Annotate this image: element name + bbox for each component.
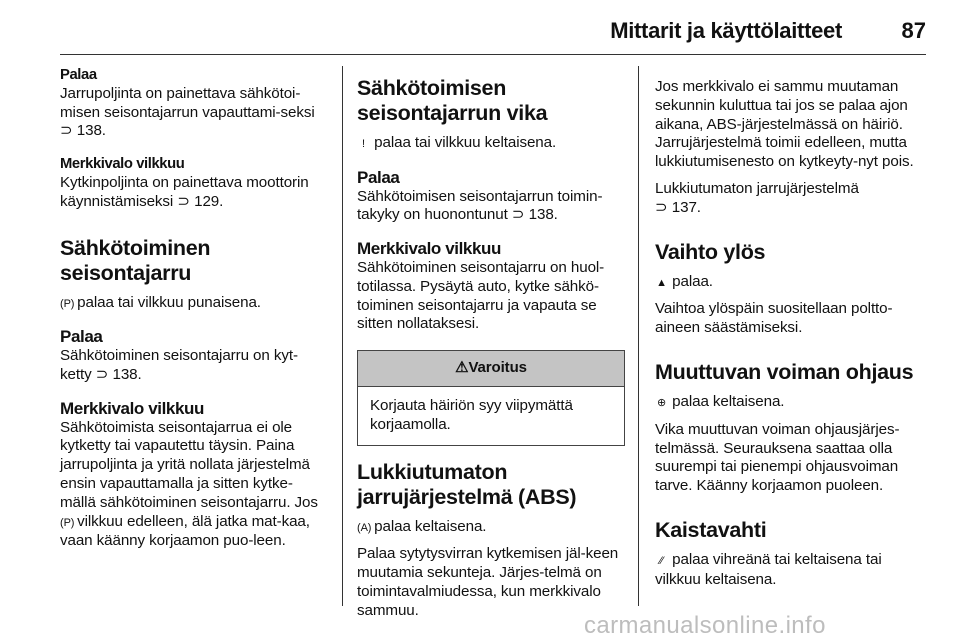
- header-rule: [60, 54, 926, 55]
- paragraph: Lukkiutumaton jarrujärjestelmä ⊃ 137.: [655, 179, 859, 216]
- page-header: [0, 0, 960, 60]
- paragraph: ▲ palaa.: [655, 273, 925, 293]
- column-1: [60, 66, 328, 551]
- page-ref-icon: ⊃: [177, 192, 190, 210]
- warning-box: [357, 350, 625, 445]
- paragraph: (P) palaa tai vilkkuu punaisena.: [60, 294, 328, 314]
- paragraph: Sähkötoimista seisontajarrua ei ole kytketty tai vapautettu täysin. Paina jarrupoljinta ja yritä nollata järjestelmä ensin vapauttamalla ja sitten kytke-mällä sähkötoiminen seisontajarru. Jos (P) vilkkuu edelleen, älä jatka mat-kaa, vaan käänny korjaamon puo-leen.: [60, 418, 318, 550]
- page-title: Mittarit ja käyttölaitteet: [610, 18, 842, 43]
- column-divider: [638, 66, 639, 606]
- subheading: Merkkivalo vilkkuu: [60, 398, 204, 418]
- paragraph: Palaa sytytysvirran kytkemisen jäl-keen muutamia sekunteja. Järjes-telmä on toimintavalmiudessa, kun merkkivalo sammuu.: [357, 545, 619, 619]
- section-heading: Vaihto ylös: [655, 239, 766, 264]
- section-heading: Lukkiutumaton jarrujärjestelmä (ABS): [357, 459, 577, 509]
- lane-assist-icon: ⁄⁄: [659, 554, 664, 567]
- subheading: Merkkivalo vilkkuu: [357, 239, 501, 259]
- page-ref-icon: ⊃: [95, 365, 109, 383]
- subheading: Palaa: [60, 67, 97, 83]
- paragraph: Vika muuttuvan voiman ohjausjärjes-telmässä. Seurauksena saattaa olla suurempi tai pienempi ohjausvoiman tarve. Käänny korjaamon puoleen.: [655, 420, 900, 495]
- watermark: carmanualsonline.info: [584, 612, 826, 639]
- abs-icon: (A): [357, 521, 372, 534]
- section-heading: Sähkötoiminen seisontajarru: [60, 235, 211, 285]
- column-2: [357, 66, 625, 621]
- shift-up-icon: ▲: [656, 276, 667, 289]
- section-heading: Muuttuvan voiman ohjaus: [655, 359, 914, 384]
- warning-header: ⚠Varoitus: [358, 351, 624, 387]
- paragraph: Sähkötoiminen seisontajarru on huol-totilassa. Pysäytä auto, kytke sähkö-toiminen seisontajarru ja vapauta se sitten nollataksesi.: [357, 258, 605, 333]
- paragraph: (A) palaa keltaisena.: [357, 518, 625, 538]
- section-heading: Sähkötoimisen seisontajarrun vika: [357, 76, 548, 125]
- paragraph: ! palaa tai vilkkuu keltaisena.: [357, 134, 625, 154]
- page-ref-icon: ⊃: [60, 122, 73, 140]
- paragraph: Vaihtoa ylöspäin suositellaan poltto-aineen säästämiseksi.: [655, 300, 893, 337]
- parking-brake-icon: (P): [60, 297, 75, 310]
- brake-fault-icon: !: [362, 138, 365, 150]
- page-ref-icon: ⊃: [655, 198, 668, 216]
- paragraph: Jarrupoljinta on painettava sähkötoi-misen seisontajarrun vapauttami-seksi ⊃ 138.: [60, 84, 315, 140]
- steering-icon: ⊕: [656, 396, 667, 409]
- paragraph: Kytkinpoljinta on painettava moottorin käynnistämiseksi ⊃ 129.: [60, 173, 309, 210]
- column-divider: [342, 66, 343, 606]
- subheading: Merkkivalo vilkkuu: [60, 156, 185, 173]
- subheading: Palaa: [60, 327, 103, 347]
- subheading: Palaa: [357, 167, 400, 187]
- warning-triangle-icon: ⚠: [455, 359, 469, 377]
- page-number: 87: [901, 18, 926, 43]
- column-3: [655, 66, 925, 590]
- parking-brake-icon: (P): [60, 516, 75, 529]
- page-ref-icon: ⊃: [511, 206, 525, 224]
- paragraph: ⊕ palaa keltaisena.: [655, 393, 925, 413]
- section-heading: Kaistavahti: [655, 517, 767, 542]
- paragraph: Sähkötoimisen seisontajarrun toimin-takyky on huonontunut ⊃ 138.: [357, 187, 603, 224]
- paragraph: ⁄⁄ palaa vihreänä tai keltaisena tai vilkkuu keltaisena.: [655, 550, 882, 588]
- warning-text: Korjauta häiriön syy viipymättä korjaamolla.: [370, 396, 573, 433]
- paragraph: Jos merkkivalo ei sammu muutaman sekunnin kuluttua tai jos se palaa ajon aikana, ABS-järjestelmässä on häiriö. Jarrujärjestelmä toimii edelleen, mutta lukkiutumisenesto on kytkeyty-nyt pois.: [655, 78, 914, 171]
- paragraph: Sähkötoiminen seisontajarru on kyt-ketty ⊃ 138.: [60, 347, 298, 383]
